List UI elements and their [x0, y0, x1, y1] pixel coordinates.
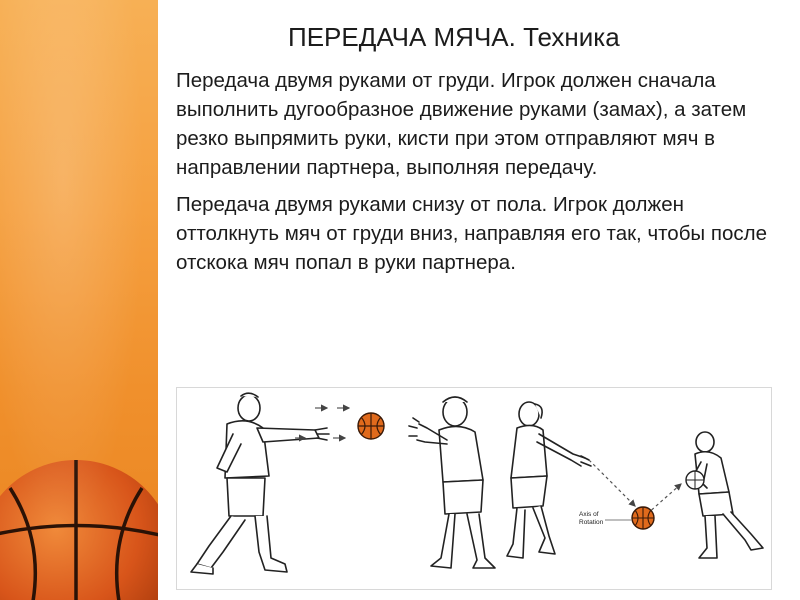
paragraph-bounce-pass: Передача двумя руками снизу от пола. Игрок должен оттолкнуть мяч от груди вниз, направляя его так, чтобы после отскока мяч попал в руки партнера. — [176, 193, 767, 274]
axis-label-line2: Rotation — [579, 519, 604, 526]
passing-illustration — [176, 387, 772, 590]
side-decor-panel — [0, 0, 158, 600]
ball-in-flight-icon — [358, 413, 384, 439]
ball-bounce-icon — [632, 507, 654, 529]
basketball-icon — [0, 458, 158, 600]
player-bounce-passer — [507, 402, 591, 558]
ball-caught-icon — [686, 471, 704, 489]
axis-label-line1: Axis of — [579, 511, 599, 518]
player-bounce-receiver — [691, 432, 763, 558]
player-chest-passer — [191, 393, 329, 574]
slide-title: ПЕРЕДАЧА МЯЧА. Техника — [288, 22, 620, 52]
paragraph-chest-pass: Передача двумя руками от груди. Игрок должен сначала выполнить дугообразное движение руками (замах), а затем резко выпрямить руки, кисти при этом отправляют мяч в направлении партнера, выполняя передачу. — [176, 69, 747, 179]
player-receiver — [409, 397, 495, 568]
passing-figures — [177, 388, 771, 589]
bounce-path-arrows — [589, 460, 681, 514]
slide-body — [176, 66, 776, 285]
